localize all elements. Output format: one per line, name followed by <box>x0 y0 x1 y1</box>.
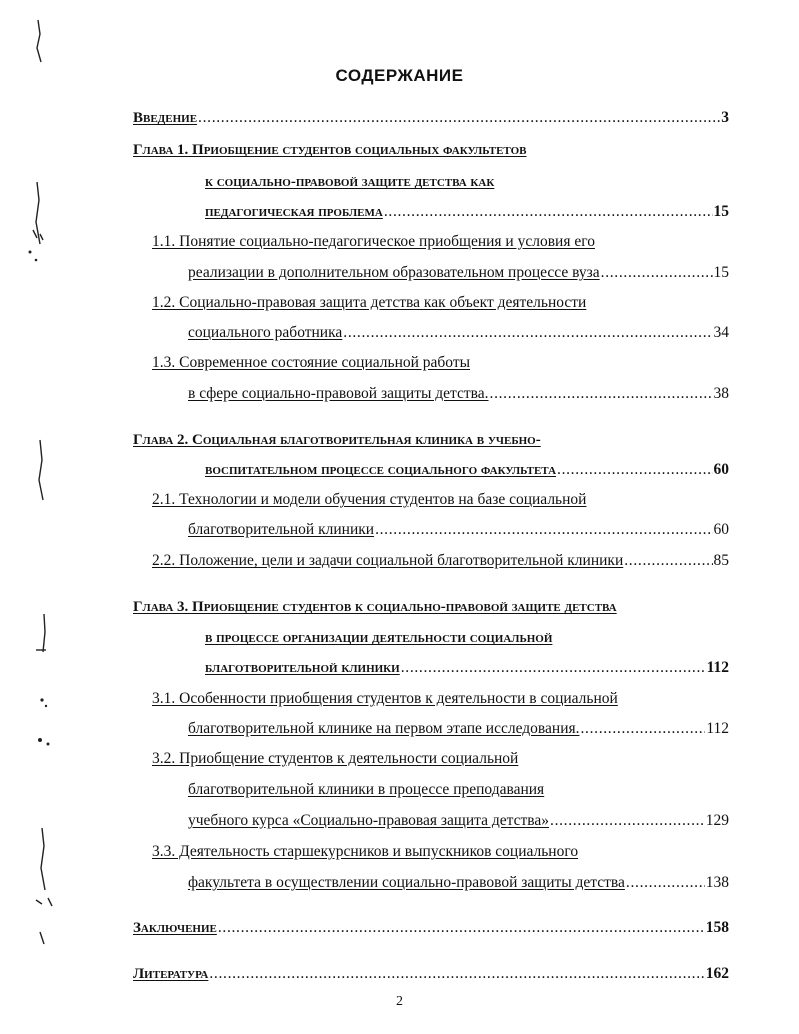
toc-section-1-2-line-2[interactable]: социального работника . . . 34 <box>188 323 729 343</box>
toc-page-number: 85 <box>713 552 729 569</box>
leader-dots <box>209 964 704 984</box>
toc-section-2-1-line-1[interactable]: 2.1. Технологии и модели обучения студентов на базе социальной <box>152 491 587 508</box>
toc-section-3-2-line-2[interactable]: благотворительной клиники в процессе преподавания <box>188 781 545 798</box>
toc-page-number: 158 <box>705 919 729 936</box>
leader-dots <box>375 520 712 540</box>
toc-chapter-3-line-3[interactable]: благотворительной клиники . . . 112 <box>205 658 729 678</box>
toc-page-number: 60 <box>713 461 729 478</box>
toc-entry-conclusion[interactable] <box>133 918 729 938</box>
leader-dots <box>581 719 706 739</box>
toc-section-3-3-line-2[interactable]: факультета в осуществлении социально-правовой защиты детства . . . 138 <box>188 873 729 893</box>
leader-dots <box>601 263 713 283</box>
toc-section-2-2[interactable]: 2.2. Положение, цели и задачи социальной благотворительной клиники . . . 85 <box>152 551 729 571</box>
toc-page-number: 129 <box>705 812 729 829</box>
toc-chapter-3-line-1[interactable]: Глава 3. Приобщение студентов к социально-правовой защите детства <box>133 599 617 615</box>
toc-page-number: 112 <box>706 720 729 737</box>
toc-entry-literature[interactable] <box>133 964 729 984</box>
toc-entry-label: Введение <box>133 110 198 126</box>
toc-page-number: 3 <box>721 109 729 126</box>
toc-section-3-3-line-1[interactable]: 3.3. Деятельность старшекурсников и выпускников социального <box>152 843 579 860</box>
toc-entry-label: Литература <box>133 966 209 982</box>
toc-entry-label: Заключение <box>133 920 217 936</box>
toc-chapter-1-line-1[interactable]: Глава 1. Приобщение студентов социальных факультетов <box>133 142 527 158</box>
toc-page-number: 112 <box>706 659 729 676</box>
leader-dots <box>198 108 720 128</box>
toc-section-2-1-line-2[interactable]: благотворительной клиники . . . 60 <box>188 520 729 540</box>
leader-dots <box>343 323 712 343</box>
toc-section-3-1-line-2[interactable]: благотворительной клинике на первом этапе исследования. . . . 112 <box>188 719 729 739</box>
toc-section-1-3-line-1[interactable]: 1.3. Современное состояние социальной работы <box>152 354 471 371</box>
toc-chapter-3-line-2[interactable]: в процессе организации деятельности социальной <box>205 630 553 646</box>
toc-section-1-3-line-2[interactable]: в сфере социально-правовой защиты детства. . . . 38 <box>188 384 729 404</box>
toc-page-number: 38 <box>713 385 729 402</box>
toc-section-1-2-line-1[interactable]: 1.2. Социально-правовая защита детства как объект деятельности <box>152 294 587 311</box>
toc-chapter-2-line-2[interactable]: воспитательном процессе социального факультета . . . 60 <box>205 460 729 480</box>
toc-page-number: 34 <box>713 324 729 341</box>
toc-chapter-1-line-2[interactable]: к социально-правовой защите детства как <box>205 174 495 190</box>
toc-chapter-1-line-3[interactable]: педагогическая проблема . . . 15 <box>205 202 729 222</box>
leader-dots <box>401 658 706 678</box>
toc-section-3-1-line-1[interactable]: 3.1. Особенности приобщения студентов к деятельности в социальной <box>152 690 618 707</box>
toc-section-3-2-line-1[interactable]: 3.2. Приобщение студентов к деятельности социальной <box>152 750 519 767</box>
leader-dots <box>490 384 713 404</box>
toc-chapter-2-line-1[interactable]: Глава 2. Социальная благотворительная клиника в учебно- <box>133 432 541 448</box>
toc-section-1-1-line-2[interactable]: реализации в дополнительном образовательном процессе вуза . . . 15 <box>188 263 729 283</box>
toc-page-number: 138 <box>705 874 729 891</box>
toc-section-1-1-line-1[interactable]: 1.1. Понятие социально-педагогическое приобщения и условия его <box>152 233 595 250</box>
leader-dots <box>218 918 705 938</box>
leader-dots <box>550 811 705 831</box>
leader-dots <box>384 202 713 222</box>
page-number: 2 <box>396 994 403 1009</box>
toc-entry-introduction[interactable] <box>133 108 729 128</box>
toc-section-3-2-line-3[interactable]: учебного курса «Социально-правовая защита детства» . . . 129 <box>188 811 729 831</box>
leader-dots <box>624 551 712 571</box>
toc-page-number: 162 <box>705 965 729 982</box>
toc-page-number: 15 <box>713 264 729 281</box>
page-title: СОДЕРЖАНИЕ <box>335 66 464 85</box>
leader-dots <box>557 460 712 480</box>
leader-dots <box>626 873 705 893</box>
scan-artifacts <box>0 0 70 1034</box>
toc-page-number: 60 <box>713 521 729 538</box>
toc-page-number: 15 <box>713 203 729 220</box>
